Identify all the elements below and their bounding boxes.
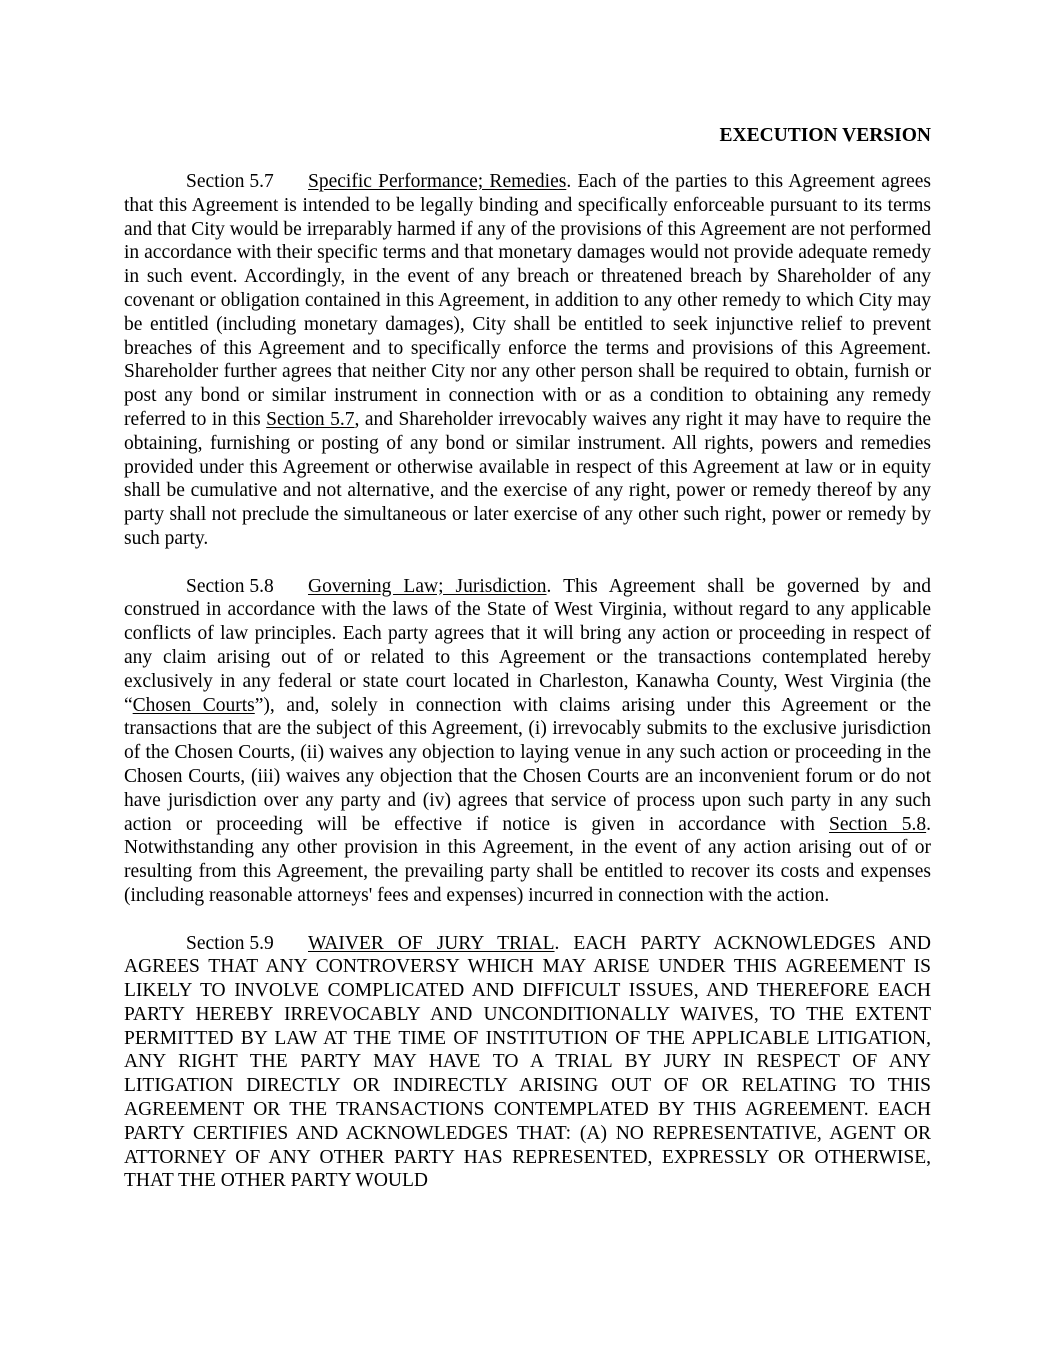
section-body-text: . EACH PARTY ACKNOWLEDGES AND AGREES THAT ANY CONTROVERSY WHICH MAY ARISE UNDER THIS AGREEMENT IS LIKELY TO INVOLVE COMPLICATED AND DIFFICULT ISSUES, AND THEREFORE EACH PARTY HEREBY IRREVOCABLY AND UNCONDITIONALLY WAIVES, TO THE EXTENT PERMITTED BY LAW AT THE TIME OF INSTITUTION OF THE APPLICABLE LITIGATION, ANY RIGHT THE PARTY MAY HAVE TO A TRIAL BY JURY IN RESPECT OF ANY LITIGATION DIRECTLY OR INDIRECTLY ARISING OUT OF OR RELATING TO THIS AGREEMENT OR THE TRANSACTIONS CONTEMPLATED BY THIS AGREEMENT. EACH PARTY CERTIFIES AND ACKNOWLEDGES THAT: (A) NO REPRESENTATIVE, AGENT OR ATTORNEY OF ANY OTHER PARTY HAS REPRESENTED, EXPRESSLY OR OTHERWISE, THAT THE OTHER PARTY WOULD: [124, 932, 931, 1192]
section-5-8-paragraph: [124, 575, 931, 908]
defined-term: Chosen Courts: [132, 694, 255, 716]
section-number: Section 5.8: [186, 575, 274, 597]
section-5-7-paragraph: [124, 170, 931, 551]
section-heading: WAIVER OF JURY TRIAL: [308, 932, 555, 954]
section-number: Section 5.7: [186, 171, 274, 192]
section-body-text: ”), and, solely in connection with claims arising under this Agreement or the transactions that are the subject of this Agreement, (i) irrevocably submits to the exclusive jurisdiction of the Chosen Courts, (ii) waives any objection to laying venue in any such action or proceeding in the Chosen Courts, (iii) waives any objection that the Chosen Courts are an inconvenient forum or do not have jurisdiction over any party and (iv) agrees that service of process upon such party in any such action or proceeding will be effective if notice is given in accordance with: [124, 694, 932, 835]
section-heading: Specific Performance; Remedies: [308, 171, 567, 192]
section-body-text: . Notwithstanding any other provision in this Agreement, in the event of any action arising out of or resulting from this Agreement, the prevailing party shall be entitled to recover its costs and expenses (including reasonable attorneys' fees and expenses) incurred in connection with the action.: [124, 813, 931, 906]
section-body-text: . Each of the parties to this Agreement agrees that this Agreement is intended to be legally binding and specifically enforceable pursuant to its terms and that City would be irreparably harmed if any of the provisions of this Agreement are not performed in accordance with their specific terms and that monetary damages would not provide adequate remedy in such event. Accordingly, in the event of any breach or threatened breach by Shareholder of any covenant or obligation contained in this Agreement, in addition to any other remedy to which City may be entitled (including monetary damages), City shall be entitled to seek injunctive relief to prevent breaches of this Agreement and to specifically enforce the terms and provisions of this Agreement. Shareholder further agrees that neither City nor any other person shall be required to obtain, furnish or post any bond or similar instrument in connection with or as a condition to obtaining any remedy referred to in this: [124, 171, 931, 430]
execution-version-label: EXECUTION VERSION: [719, 125, 931, 146]
section-5-9-paragraph: [124, 932, 931, 1194]
section-heading: Governing Law; Jurisdiction: [308, 575, 547, 597]
section-number: Section 5.9: [186, 932, 274, 954]
section-cross-reference: Section 5.7: [266, 408, 355, 430]
document-header: [124, 124, 931, 148]
section-body-text: , and Shareholder irrevocably waives any right it may have to require the obtaining, furnishing or posting of any bond or similar instrument. All rights, powers and remedies provided under this Agreement or otherwise available in respect of this Agreement at law or in equity shall be cumulative and not alternative, and the exercise of any right, power or remedy thereof by any party shall not preclude the simultaneous or later exercise of any other such right, power or remedy by such party.: [124, 408, 931, 549]
section-body-text: . This Agreement shall be governed by and construed in accordance with the laws of the State of West Virginia, without regard to any applicable conflicts of law principles. Each party agrees that it will bring any action or proceeding in respect of any claim arising out of or related to this Agreement or the transactions contemplated hereby exclusively in any federal or state court located in Charleston, Kanawha County, West Virginia (the “: [124, 575, 931, 716]
document-page: [124, 124, 931, 1217]
section-cross-reference: Section 5.8: [829, 813, 927, 835]
